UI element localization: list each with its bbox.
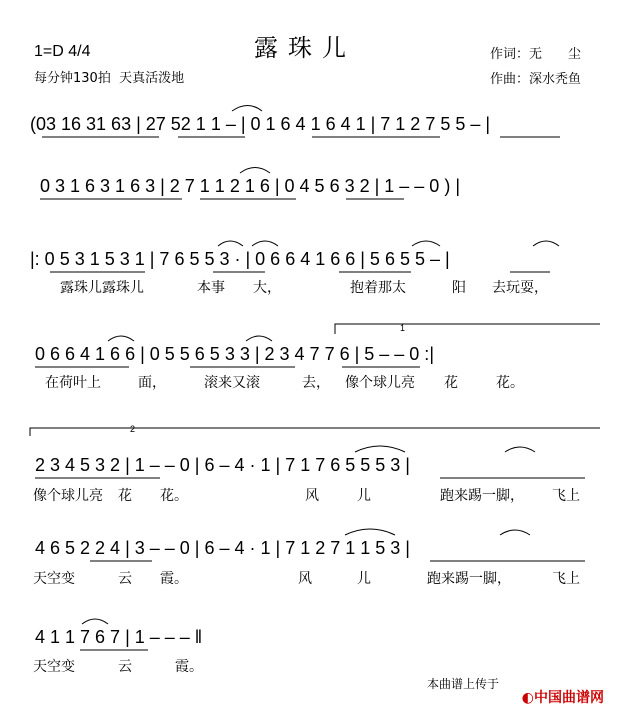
lyric: 霞。 xyxy=(175,659,203,675)
score-line: 0 3 1 6 3 1 6 3 | 2 7 1 1 2 1 6 | 0 4 5 6 3 2 | 1 – – 0 ) | xyxy=(40,176,460,196)
composer-credit: 作曲：深水秃鱼 xyxy=(490,72,582,87)
volta-1-label: 1 xyxy=(400,323,406,333)
volta-2-label: 2 xyxy=(130,424,136,434)
lyric: 露珠儿露珠儿 xyxy=(60,280,144,296)
lyric: 花 xyxy=(444,375,458,391)
lyric: 风 xyxy=(298,571,312,587)
score-line: |: 0 5 3 1 5 3 1 | 7 6 5 5 3 · | 0 6 6 4 1 6 6 | 5 6 5 5 – | xyxy=(30,249,450,269)
key-signature: 1=D 4/4 xyxy=(34,43,91,60)
score-line: 4 1 1 7 6 7 | 1 – – – ‖ xyxy=(35,627,203,647)
score-row-4 xyxy=(0,344,622,374)
lyric: 花。 xyxy=(160,488,188,504)
lyric: 去， xyxy=(302,375,330,391)
lyric: 在荷叶上 xyxy=(45,375,101,391)
score-row-5 xyxy=(0,455,622,485)
lyric: 花。 xyxy=(496,375,524,391)
lyric: 本事 xyxy=(197,280,225,296)
song-title: 露珠儿 xyxy=(254,34,356,62)
lyric: 云 xyxy=(118,659,132,675)
lyricist-credit: 作词：无 尘 xyxy=(490,47,582,62)
score-line: 0 6 6 4 1 6 6 | 0 5 5 6 5 3 3 | 2 3 4 7 7 6 | 5 – – 0 :| xyxy=(35,344,434,364)
lyric: 面， xyxy=(138,375,166,391)
lyric: 花 xyxy=(118,488,132,504)
lyric: 风 xyxy=(305,488,319,504)
tempo-marking: 每分钟130拍 天真活泼地 xyxy=(34,71,185,86)
score-line: (03 16 31 63 | 27 52 1 1 – | 0 1 6 4 1 6 4 1 | 7 1 2 7 5 5 – | xyxy=(30,114,491,134)
site-logo[interactable] xyxy=(512,671,604,707)
lyric: 大， xyxy=(253,280,281,296)
lyric: 飞上 xyxy=(552,488,580,504)
score-row-3 xyxy=(0,249,622,279)
lyric: 跑来踢一脚， xyxy=(427,571,511,587)
score-line: 2 3 4 5 3 2 | 1 – – 0 | 6 – 4 · 1 | 7 1 7 6 5 5 5 3 | xyxy=(35,455,410,475)
score-row-7 xyxy=(0,627,622,657)
lyric: 天空变 xyxy=(33,571,75,587)
score-line: 4 6 5 2 2 4 | 3 – – 0 | 6 – 4 · 1 | 7 1 2 7 1 1 5 3 | xyxy=(35,538,410,558)
site-name: 中国曲谱网 xyxy=(533,690,604,706)
upload-note: 本曲谱上传于 xyxy=(427,677,500,691)
lyric: 跑来踢一脚， xyxy=(440,488,524,504)
lyric: 儿 xyxy=(357,488,371,504)
lyric: 滚来又滚 xyxy=(204,375,260,391)
lyric: 飞上 xyxy=(552,571,580,587)
lyric: 去玩耍， xyxy=(492,280,548,296)
score-row-2 xyxy=(0,176,622,206)
score-row-1 xyxy=(0,114,622,144)
lyric: 抱着那太 xyxy=(350,280,406,296)
lyric: 像个球儿亮 xyxy=(33,488,103,504)
lyric: 霞。 xyxy=(160,571,188,587)
logo-mark-icon: ◐ xyxy=(521,690,534,706)
lyric: 云 xyxy=(118,571,132,587)
score-row-6 xyxy=(0,538,622,568)
lyric: 像个球儿亮 xyxy=(345,375,415,391)
lyric: 天空变 xyxy=(33,659,75,675)
lyric: 阳 xyxy=(452,280,466,296)
lyric: 儿 xyxy=(357,571,371,587)
